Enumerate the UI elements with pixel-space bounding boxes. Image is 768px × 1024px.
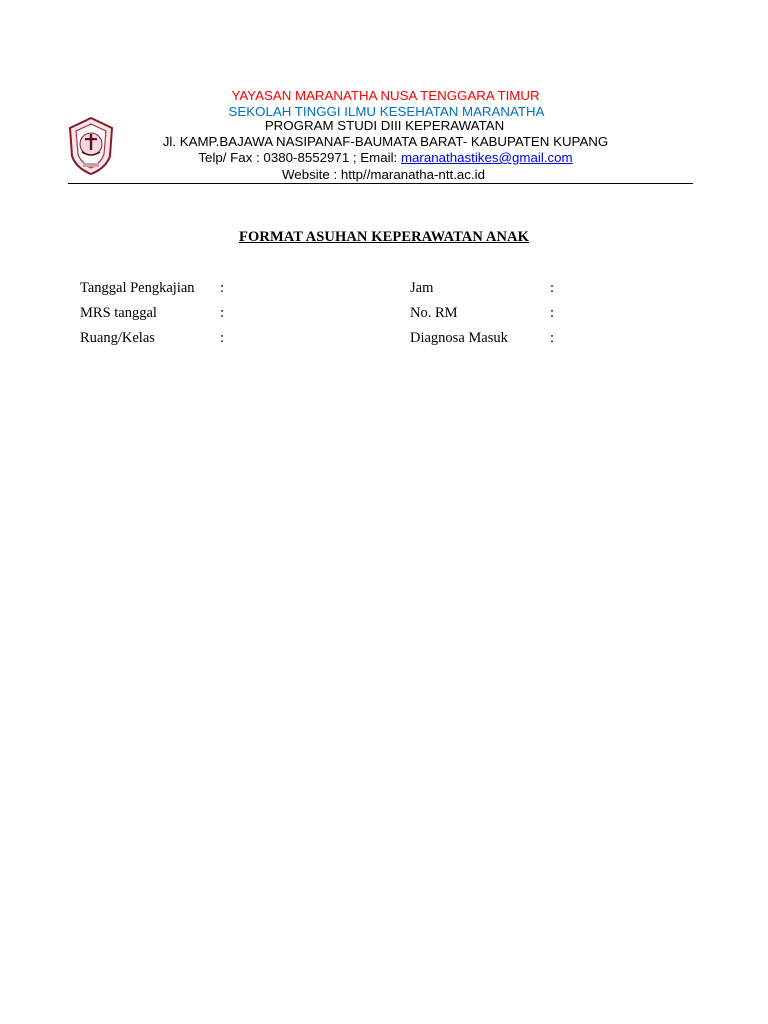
field-label-ruang-kelas: Ruang/Kelas [80, 330, 155, 346]
program-name: PROGRAM STUDI DIII KEPERAWATAN [264, 118, 505, 133]
field-colon: : [550, 330, 555, 346]
assessment-form [80, 280, 700, 355]
field-label-jam: Jam [410, 280, 434, 296]
field-label-mrs-tanggal: MRS tanggal [80, 305, 157, 321]
letterhead [68, 88, 693, 185]
phone-fax: Telp/ Fax : 0380-8552971 ; Email: [198, 150, 401, 165]
letterhead-text [68, 88, 693, 183]
form-row [80, 280, 700, 305]
field-colon: : [550, 280, 555, 296]
field-label-no-rm: No. RM [410, 305, 458, 321]
field-colon: : [550, 305, 555, 321]
form-row [80, 330, 700, 355]
field-label-tanggal-pengkajian: Tanggal Pengkajian [80, 280, 195, 296]
field-colon: : [220, 305, 225, 321]
form-row [80, 305, 700, 330]
document-title: FORMAT ASUHAN KEPERAWATAN ANAK [239, 229, 529, 245]
field-colon: : [220, 280, 225, 296]
contact-line [78, 150, 693, 166]
email-link[interactable]: maranathastikes@gmail.com [400, 150, 573, 165]
address-line: Jl. KAMP.BAJAWA NASIPANAF-BAUMATA BARAT- KABUPATEN KUPANG [162, 134, 609, 149]
field-colon: : [220, 330, 225, 346]
letterhead-divider [68, 183, 693, 184]
website-line: Website : http//maranatha-ntt.ac.id [281, 167, 485, 182]
foundation-name: YAYASAN MARANATHA NUSA TENGGARA TIMUR [231, 88, 540, 103]
school-name: SEKOLAH TINGGI ILMU KESEHATAN MARANATHA [228, 104, 545, 119]
field-label-diagnosa-masuk: Diagnosa Masuk [410, 330, 508, 346]
